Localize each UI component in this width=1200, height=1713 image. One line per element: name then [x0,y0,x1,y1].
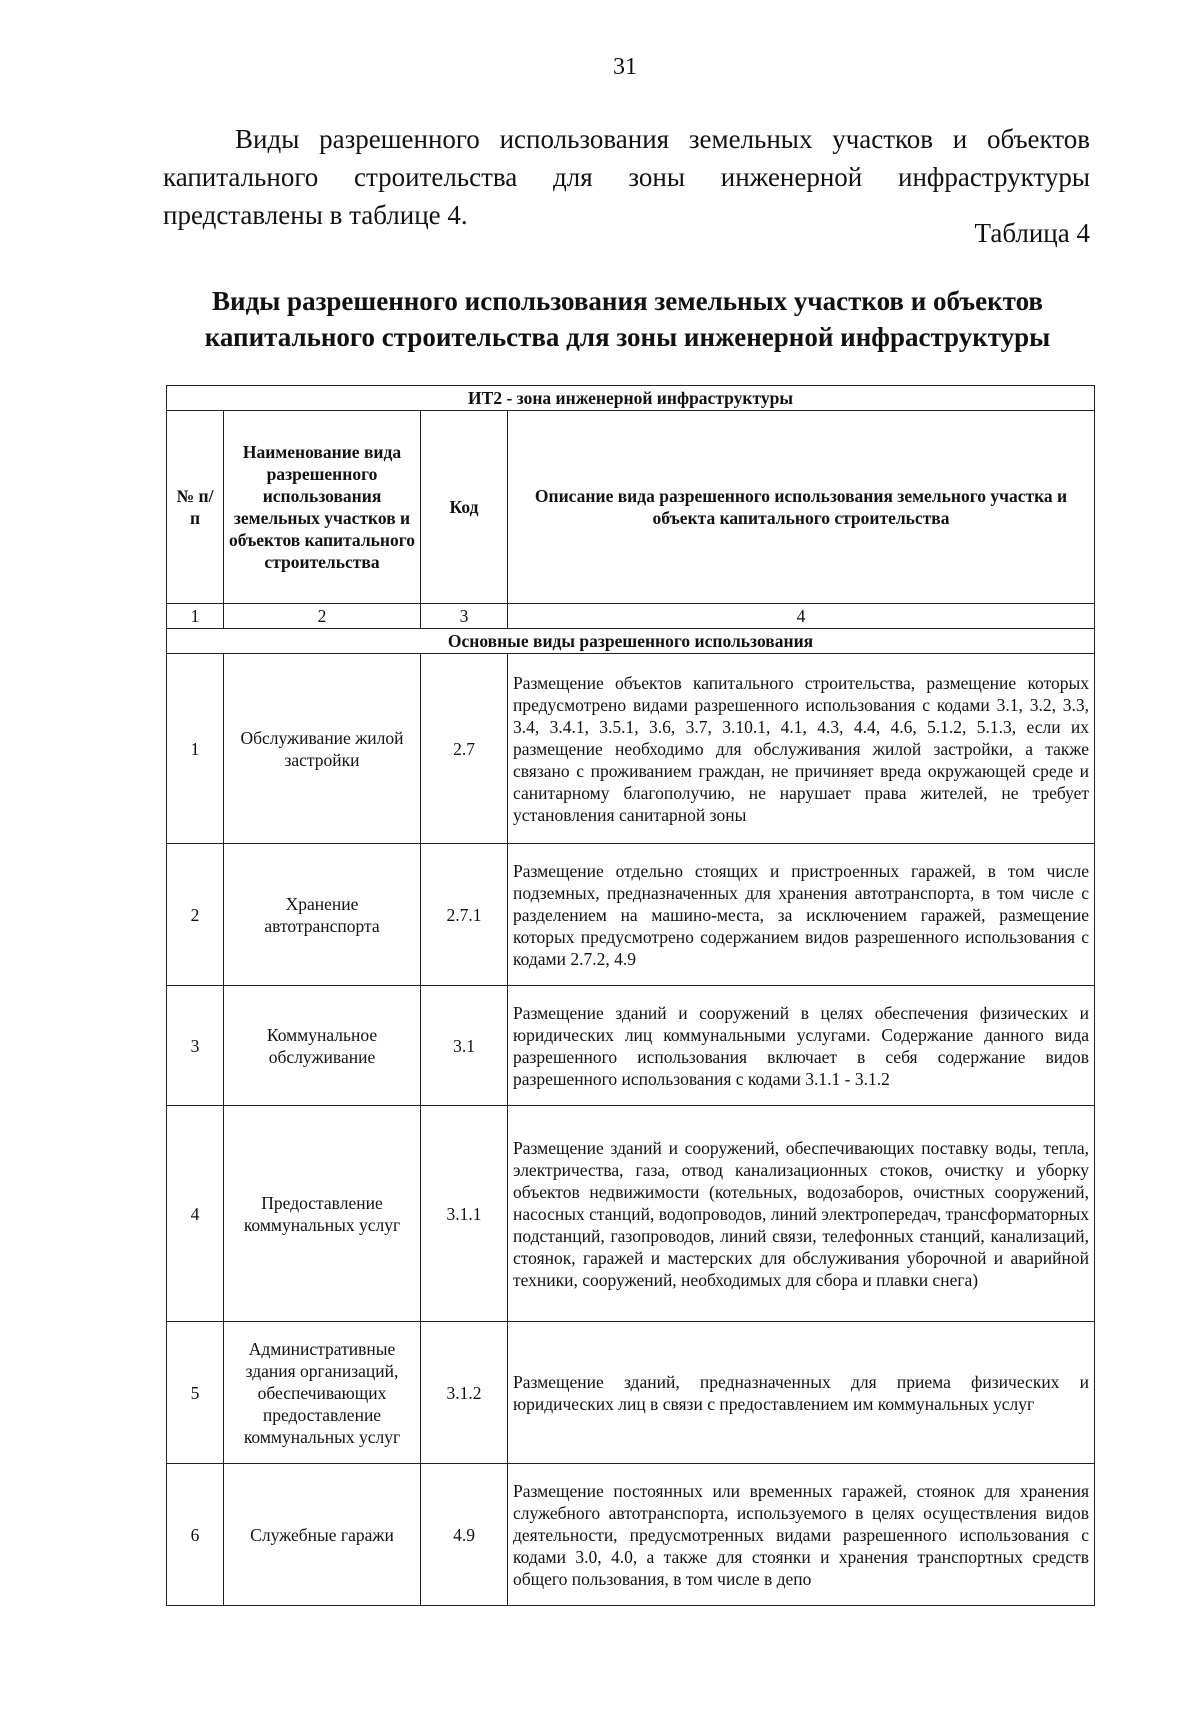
column-number-row [167,604,1095,629]
row-name: Административные здания организаций, обеспечивающих предоставление коммунальных услуг [224,1322,421,1464]
row-code: 2.7 [421,654,508,844]
section-title: Основные виды разрешенного использования [167,629,1095,654]
section-row [167,629,1095,654]
row-number: 6 [167,1464,224,1606]
row-code: 2.7.1 [421,844,508,986]
zone-title: ИТ2 - зона инженерной инфраструктуры [167,386,1095,411]
column-header-row [167,411,1095,604]
row-description: Размещение зданий и сооружений в целях обеспечения физических и юридических лиц коммунальными услугами. Содержание данного вида разрешенного использования включает в себя содержание видов разрешенного использования с кодами 3.1.1 - 3.1.2 [508,986,1095,1106]
column-number: 1 [167,604,224,629]
row-number: 5 [167,1322,224,1464]
column-number: 2 [224,604,421,629]
column-number: 3 [421,604,508,629]
header-name: Наименование вида разрешенного использования земельных участков и объектов капитального строительства [224,411,421,604]
table-heading: Виды разрешенного использования земельных участков и объектов капитального строительства для зоны инженерной инфраструктуры [204,286,1051,352]
row-code: 3.1.2 [421,1322,508,1464]
row-description: Размещение отдельно стоящих и пристроенных гаражей, в том числе подземных, предназначенных для хранения автотранспорта, в том числе с разделением на машино-места, за исключением гаражей, размещение которых предусмотрено содержанием видов разрешенного использования с кодами 2.7.2, 4.9 [508,844,1095,986]
row-code: 3.1.1 [421,1106,508,1322]
intro-paragraph: Виды разрешенного использования земельных участков и объектов капитального строительства для зоны инженерной инфраструктуры представлены в таблице 4. [163,124,1090,230]
row-name: Коммунальное обслуживание [224,986,421,1106]
row-number: 2 [167,844,224,986]
land-use-table [166,385,1095,1606]
row-name: Хранение автотранспорта [224,844,421,986]
column-number: 4 [508,604,1095,629]
row-name: Обслуживание жилой застройки [224,654,421,844]
row-number: 1 [167,654,224,844]
row-number: 4 [167,1106,224,1322]
table-row [167,1322,1095,1464]
row-code: 4.9 [421,1464,508,1606]
table-row [167,1106,1095,1322]
row-description: Размещение зданий и сооружений, обеспечивающих поставку воды, тепла, электричества, газа, отвод канализационных стоков, очистку и уборку объектов недвижимости (котельных, водозаборов, очистных сооружений, насосных станций, водопроводов, линий электропередач, трансформаторных подстанций, газопроводов, линий связи, телефонных станций, канализаций, стоянок, гаражей и мастерских для обслуживания уборочной и аварийной техники, сооружений, необходимых для сбора и плавки снега) [508,1106,1095,1322]
row-code: 3.1 [421,986,508,1106]
row-name: Служебные гаражи [224,1464,421,1606]
zone-title-row [167,386,1095,411]
table-row [167,654,1095,844]
row-number: 3 [167,986,224,1106]
row-description: Размещение зданий, предназначенных для приема физических и юридических лиц в связи с предоставлением им коммунальных услуг [508,1322,1095,1464]
header-code: Код [421,411,508,604]
header-number: № п/п [167,411,224,604]
row-name: Предоставление коммунальных услуг [224,1106,421,1322]
table-row [167,844,1095,986]
table-row [167,1464,1095,1606]
row-description: Размещение постоянных или временных гаражей, стоянок для хранения служебного автотранспорта, используемого в целях осуществления видов деятельности, предусмотренных видами разрешенного использования с кодами 3.0, 4.0, а также для стоянки и хранения транспортных средств общего пользования, в том числе в депо [508,1464,1095,1606]
page-number: 31 [613,54,637,80]
row-description: Размещение объектов капитального строительства, размещение которых предусмотрено видами разрешенного использования с кодами 3.1, 3.2, 3.3, 3.4, 3.4.1, 3.5.1, 3.6, 3.7, 3.10.1, 4.1, 4.3, 4.4, 4.6, 5.1.2, 5.1.3, если их размещение необходимо для обслуживания жилой застройки, а также связано с проживанием граждан, не причиняет вреда окружающей среде и санитарному благополучию, не нарушает права жителей, не требует установления санитарной зоны [508,654,1095,844]
header-description: Описание вида разрешенного использования земельного участка и объекта капитального строительства [508,411,1095,604]
table-row [167,986,1095,1106]
table-label: Таблица 4 [974,218,1090,248]
